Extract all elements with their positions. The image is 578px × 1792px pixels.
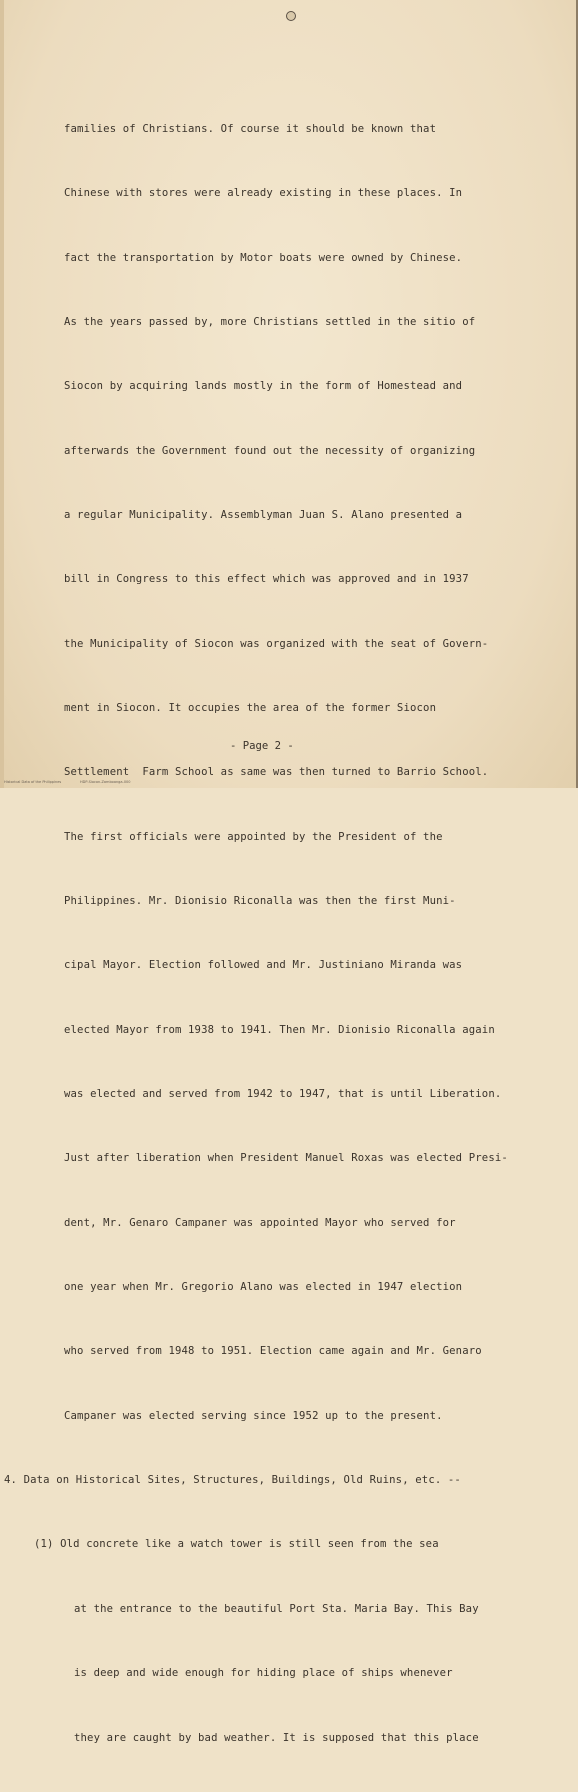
text-line: families of Christians. Of course it should be known that [64, 122, 437, 135]
text-line: Siocon by acquiring lands mostly in the form of Homestead and [64, 380, 463, 393]
section-heading-line: 4. Data on Historical Sites, Structures, Buildings, Old Ruins, etc. -- [4, 1474, 461, 1487]
text-line: Philippines. Mr. Dionisio Riconalla was then the first Muni- [64, 895, 456, 908]
text-line: the Municipality of Siocon was organized with the seat of Govern- [64, 637, 489, 650]
text-line: is deep and wide enough for hiding place of ships whenever [74, 1667, 453, 1680]
text-line: ment in Siocon. It occupies the area of the former Siocon [64, 702, 437, 714]
page-number: - Page 2 - [230, 740, 294, 752]
text-line: Just after liberation when President Manuel Roxas was elected Presi- [64, 1152, 508, 1165]
text-line: a regular Municipality. Assemblyman Juan S. Alano presented a [64, 508, 463, 521]
text-line: cipal Mayor. Election followed and Mr. Justiniano Miranda was [64, 959, 463, 972]
text-line: at the entrance to the beautiful Port Sta. Maria Bay. This Bay [74, 1602, 479, 1615]
text-line: afterwards the Government found out the necessity of organizing [64, 444, 476, 457]
text-line: Settlement Farm School as same was then turned to Barrio School. [64, 766, 489, 779]
text-line: fact the transportation by Motor boats were owned by Chinese. [64, 251, 463, 264]
text-line: The first officials were appointed by the President of the [64, 830, 443, 843]
text-line: Chinese with stores were already existing in these places. In [64, 187, 463, 200]
text-line: elected Mayor from 1938 to 1941. Then Mr. Dionisio Riconalla again [64, 1023, 495, 1036]
text-line: who served from 1948 to 1951. Election came again and Mr. Genaro [64, 1345, 482, 1358]
text-line: was elected and served from 1942 to 1947, that is until Liberation. [64, 1088, 502, 1101]
text-line: Campaner was elected serving since 1952 up to the present. [64, 1409, 443, 1422]
text-line: bill in Congress to this effect which was approved and in 1937 [64, 573, 469, 586]
text-line: dent, Mr. Genaro Campaner was appointed Mayor who served for [64, 1216, 456, 1229]
scan-footer [0, 776, 578, 788]
text-line: they are caught by bad weather. It is supposed that this place [74, 1731, 479, 1744]
text-line: (1) Old concrete like a watch tower is still seen from the sea [34, 1538, 439, 1551]
page-edge-left [0, 0, 4, 788]
footer-left-text: Historical Data of the Philippines [4, 780, 62, 784]
text-line: one year when Mr. Gregorio Alano was elected in 1947 election [64, 1281, 463, 1294]
punch-hole-mark [286, 11, 296, 21]
text-line: As the years passed by, more Christians settled in the sitio of [64, 315, 476, 328]
footer-mid-text: HDP-Siocon-Zamboanga-000 [80, 780, 131, 784]
